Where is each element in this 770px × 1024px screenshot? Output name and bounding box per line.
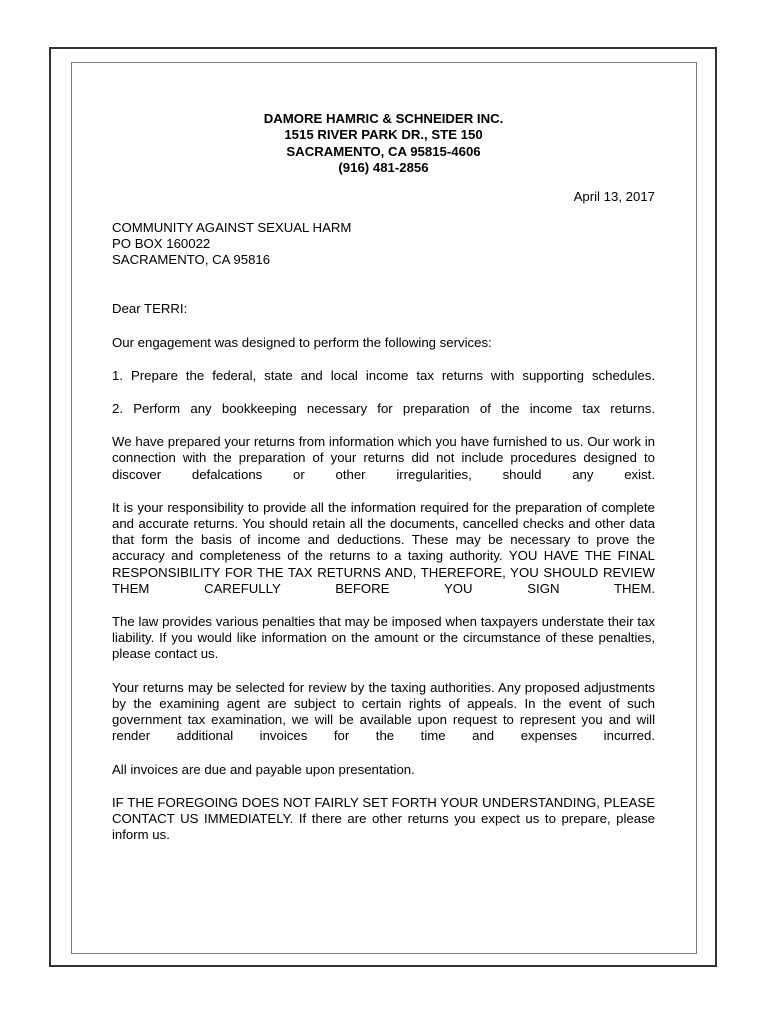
recipient-city: SACRAMENTO, CA 95816: [112, 252, 271, 268]
letter-date: April 13, 2017: [573, 188, 655, 204]
company-address-line1: 1515 RIVER PARK DR., STE 150: [284, 127, 483, 143]
paragraph-invoices: All invoices are due and payable upon presentation.: [112, 761, 415, 777]
paragraph-penalties: The law provides various penalties that may be imposed when taxpayers understate their tax liability. If you would like information on the amount or the circumstance of these penalties, please contact us.: [112, 614, 655, 662]
paragraph-understanding: IF THE FOREGOING DOES NOT FAIRLY SET FORTH YOUR UNDERSTANDING, PLEASE CONTACT US IMMEDIATELY. If there are other returns you expect us to prepare, please inform us.: [112, 794, 655, 843]
intro-paragraph: Our engagement was designed to perform the following services:: [112, 334, 492, 350]
letter-body: [112, 111, 655, 843]
service-item-2: 2. Perform any bookkeeping necessary for preparation of the income tax returns.: [112, 401, 655, 417]
company-address-line2: SACRAMENTO, CA 95815-4606: [286, 143, 481, 159]
company-name: DAMORE HAMRIC & SCHNEIDER INC.: [263, 111, 504, 126]
recipient-po-box: PO BOX 160022: [112, 236, 211, 252]
company-phone: (916) 481-2856: [338, 160, 429, 176]
paragraph-prepared-returns: We have prepared your returns from information which you have furnished to us. Our work in connection with the preparation of your returns did not include procedures designed to discover defalcations or other irregularities, should any exist.: [112, 434, 655, 482]
paragraph-review: Your returns may be selected for review by the taxing authorities. Any proposed adjustments by the examining agent are subject to certain rights of appeals. In the event of such government tax examination, we will be available upon request to represent you and will render additional invoices for the time and expenses incurred.: [112, 679, 655, 744]
letterhead: [112, 111, 655, 177]
recipient-name: COMMUNITY AGAINST SEXUAL HARM: [112, 219, 352, 235]
salutation: Dear TERRI:: [112, 301, 188, 317]
recipient-address: [112, 220, 655, 269]
paragraph-responsibility: It is your responsibility to provide all the information required for the preparation of complete and accurate returns. You should retain all the documents, cancelled checks and other data that form the basis of income and deductions. These may be necessary to prove the accuracy and completeness of the returns to a taxing authority. YOU HAVE THE FINAL RESPONSIBILITY FOR THE TAX RETURNS AND, THEREFORE, YOU SHOULD REVIEW THEM CAREFULLY BEFORE YOU SIGN THEM.: [112, 499, 655, 596]
service-item-1: 1. Prepare the federal, state and local income tax returns with supporting schedules.: [112, 367, 655, 383]
